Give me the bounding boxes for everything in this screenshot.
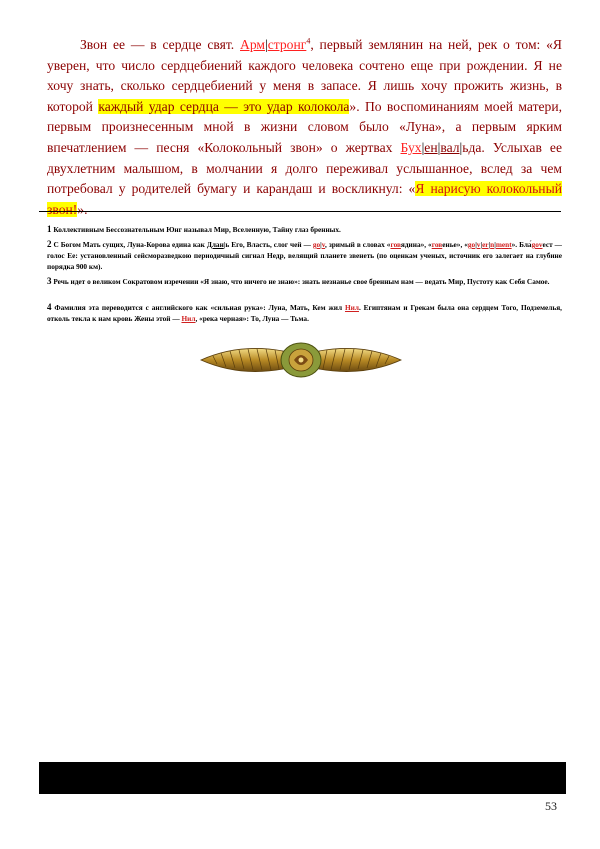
footnote-1: 1 Коллективным Бессознательным Юнг называл Мир, Вселенную, Тайну глаз бренных. [47, 224, 341, 234]
word-bukh: Бух [400, 139, 422, 155]
highlight-heartbeat: каждый удар сердца — это удар колокола [98, 98, 350, 114]
footnote-4: 4 Фамилия эта переводится с английского как «сильная рука»: Луна, Мать, Кем жил Нил. Египтянам и Грекам была она сердцем Того, Подземелья, отколь текла к нам кровь Жены этой — Нил, «река черная»: То, Луна — Тьма. [47, 302, 563, 323]
para-text: ». [77, 201, 88, 217]
footnote-3: 3 Речь идет о великом Сократовом изречении «Я знаю, что ничего не знаю»: знать незнанье свое бренным нам — ведать Мир, Пустоту как Себя Самое. [47, 276, 550, 286]
footer-bar [39, 762, 566, 794]
footnote-2: 2 С Богом Мать сущих, Луна-Корова едина как Длан|ь Его, Власть, слог чей — go|v, зримый в словах «говядина», «говенье», «go|v|er|n|ment». Бла́govест — голос Ее: установленный сейсморазведкою периодичный сигнал Недр, велящий планете звенеть (по оценкам ученых, источник его залегает на глубине порядка 900 км). [47, 239, 562, 271]
highlight-draw-bell: Я нарисую колокольный звон! [47, 181, 562, 217]
para-text: ». По воспоминаниям моей матери, первым произнесенным мной в жизни словом было «Луна», а первым ярким впечатлением — песня «Колокольный звон» о жертвах [47, 98, 563, 155]
footnote-divider [39, 211, 561, 212]
para-text: , первый землянин на ней, рек о том: «Я уверен, что число сердцебиений каждого человека сочтено еще при рождении. Я не хочу знать, сколько сердцебиений у меня в запасе. Я лишь хочу прожить жизнь, в которой [47, 37, 562, 114]
ornament-divider-icon [199, 339, 403, 381]
footnote-ref-4[interactable]: 4 [306, 36, 311, 46]
para-text: Звон ее — в сердце свят. [80, 37, 240, 52]
word-val: вал [440, 139, 460, 155]
word-strong: стронг [267, 37, 307, 52]
main-paragraph: Звон ее — в сердце свят. Арм|стронг$^4$, первый землянин на ней, рек о том: «Я уверен, что число сердцебиений каждого человека сочтено еще при рождении. Я не хочу знать, сколько сердцебиений у меня в запасе. Я лишь хочу прожить жизнь, в которой каждый удар сердца — это удар колокола». По воспоминаниям моей матери, первым произнесенным мной в жизни словом было «Луна», а первым ярким впечатлением — песня «Колокольный звон» о жертвах Бух|ен|вал|ьда. Услыхав ее двухлетним малышом, в молчании я долго переживал услышанное, вслед за чем потребовал у родителей бумагу и карандаш и воскликнул: «Я нарисую колокольный звон!». [47, 36, 563, 217]
page-number: 53 [545, 799, 557, 813]
word-en: ен [424, 139, 438, 155]
para-text: ьда. Услыхав ее двухлетним малышом, в молчании я долго переживал услышанное, вслед за чем потребовал у родителей бумагу и карандаш и воскликнул: « [47, 139, 562, 197]
word-arm: Арм [240, 37, 266, 52]
